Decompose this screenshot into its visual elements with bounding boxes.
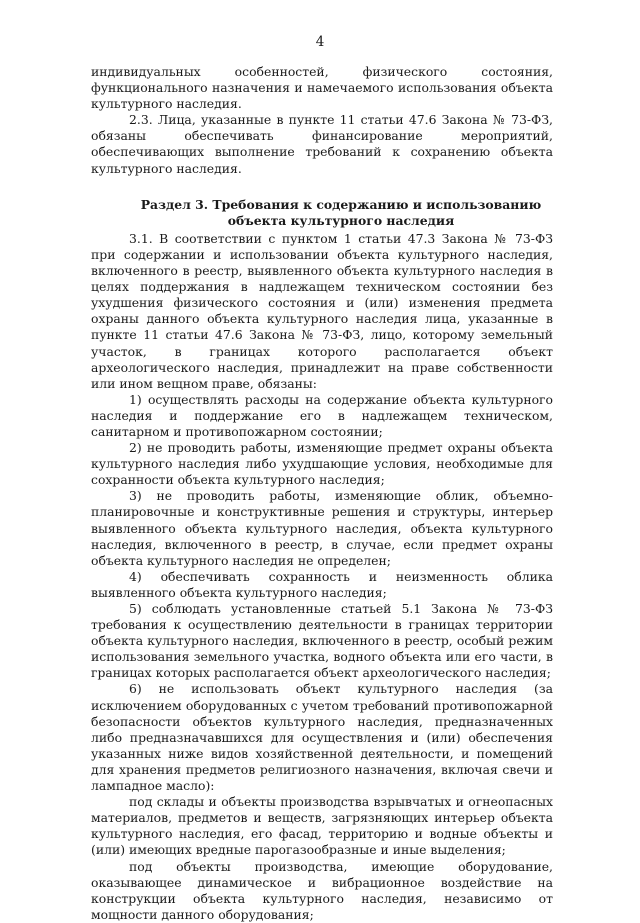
paragraph-3-1: 3.1. В соответствии с пунктом 1 статьи 47.3 Закона № 73-ФЗ при содержании и использовании объекта культурного наследия, включенного в реестр, выявленного объекта культурного наследия в целях поддержания в надлежащем техническом состоянии без ухудшения физического состояния и (или) изменения предмета охраны данного объекта культурного наследия лица, указанные в пункте 11 статьи 47.6 Закона № 73-ФЗ, лицо, которому земельный участок, в границах которого располагается объект археологического наследия, принадлежит на праве собственности или ином вещном праве, обязаны: <box>91 230 553 391</box>
document-body <box>91 64 553 923</box>
sub-item-2: под объекты производства, имеющие оборудование, оказывающее динамическое и вибрационное воздействие на конструкции объекта культурного наследия, независимо от мощности данного оборудования; <box>91 858 553 922</box>
list-item-2: 2) не проводить работы, изменяющие предмет охраны объекта культурного наследия либо ухудшающие условия, необходимые для сохранности объекта культурного наследия; <box>91 440 553 488</box>
sub-item-1: под склады и объекты производства взрывчатых и огнеопасных материалов, предметов и веществ, загрязняющих интерьер объекта культурного наследия, его фасад, территорию и водные объекты и (или) имеющих вредные парогазообразные и иные выделения; <box>91 794 553 858</box>
list-item-5: 5) соблюдать установленные статьей 5.1 Закона № 73-ФЗ требования к осуществлению деятельности в границах территории объекта культурного наследия, включенного в реестр, особый режим использования земельного участка, водного объекта или его части, в границах которых располагается объект археологического наследия; <box>91 601 553 681</box>
list-item-4: 4) обеспечивать сохранность и неизменность облика выявленного объекта культурного наследия; <box>91 568 553 600</box>
section-heading <box>91 197 553 229</box>
list-item-1: 1) осуществлять расходы на содержание объекта культурного наследия и поддержание его в надлежащем техническом, санитарном и противопожарном состоянии; <box>91 391 553 439</box>
page-number: 4 <box>315 34 325 50</box>
list-item-3: 3) не проводить работы, изменяющие облик, объемно-планировочные и конструктивные решения и структуры, интерьер выявленного объекта культурного наследия, объекта культурного наследия, включенного в реестр, в случае, если предмет охраны объекта культурного наследия не определен; <box>91 488 553 568</box>
section-heading-line-1: Раздел 3. Требования к содержанию и использованию <box>140 196 542 212</box>
paragraph-2-3: 2.3. Лица, указанные в пункте 11 статьи 47.6 Закона № 73-ФЗ, обязаны обеспечивать финансирование мероприятий, обеспечивающих выполнение требований к сохранению объекта культурного наследия. <box>91 112 553 176</box>
section-heading-line-2: объекта культурного наследия <box>227 212 455 228</box>
list-item-6: 6) не использовать объект культурного наследия (за исключением оборудованных с учетом требований противопожарной безопасности объектов культурного наследия, предназначенных либо предназначавшихся для осуществления и (или) обеспечения указанных ниже видов хозяйственной деятельности, и помещений для хранения предметов религиозного назначения, включая свечи и лампадное масло): <box>91 681 553 794</box>
paragraph-continuation: индивидуальных особенностей, физического состояния, функционального назначения и намечаемого использования объекта культурного наследия. <box>91 64 553 112</box>
